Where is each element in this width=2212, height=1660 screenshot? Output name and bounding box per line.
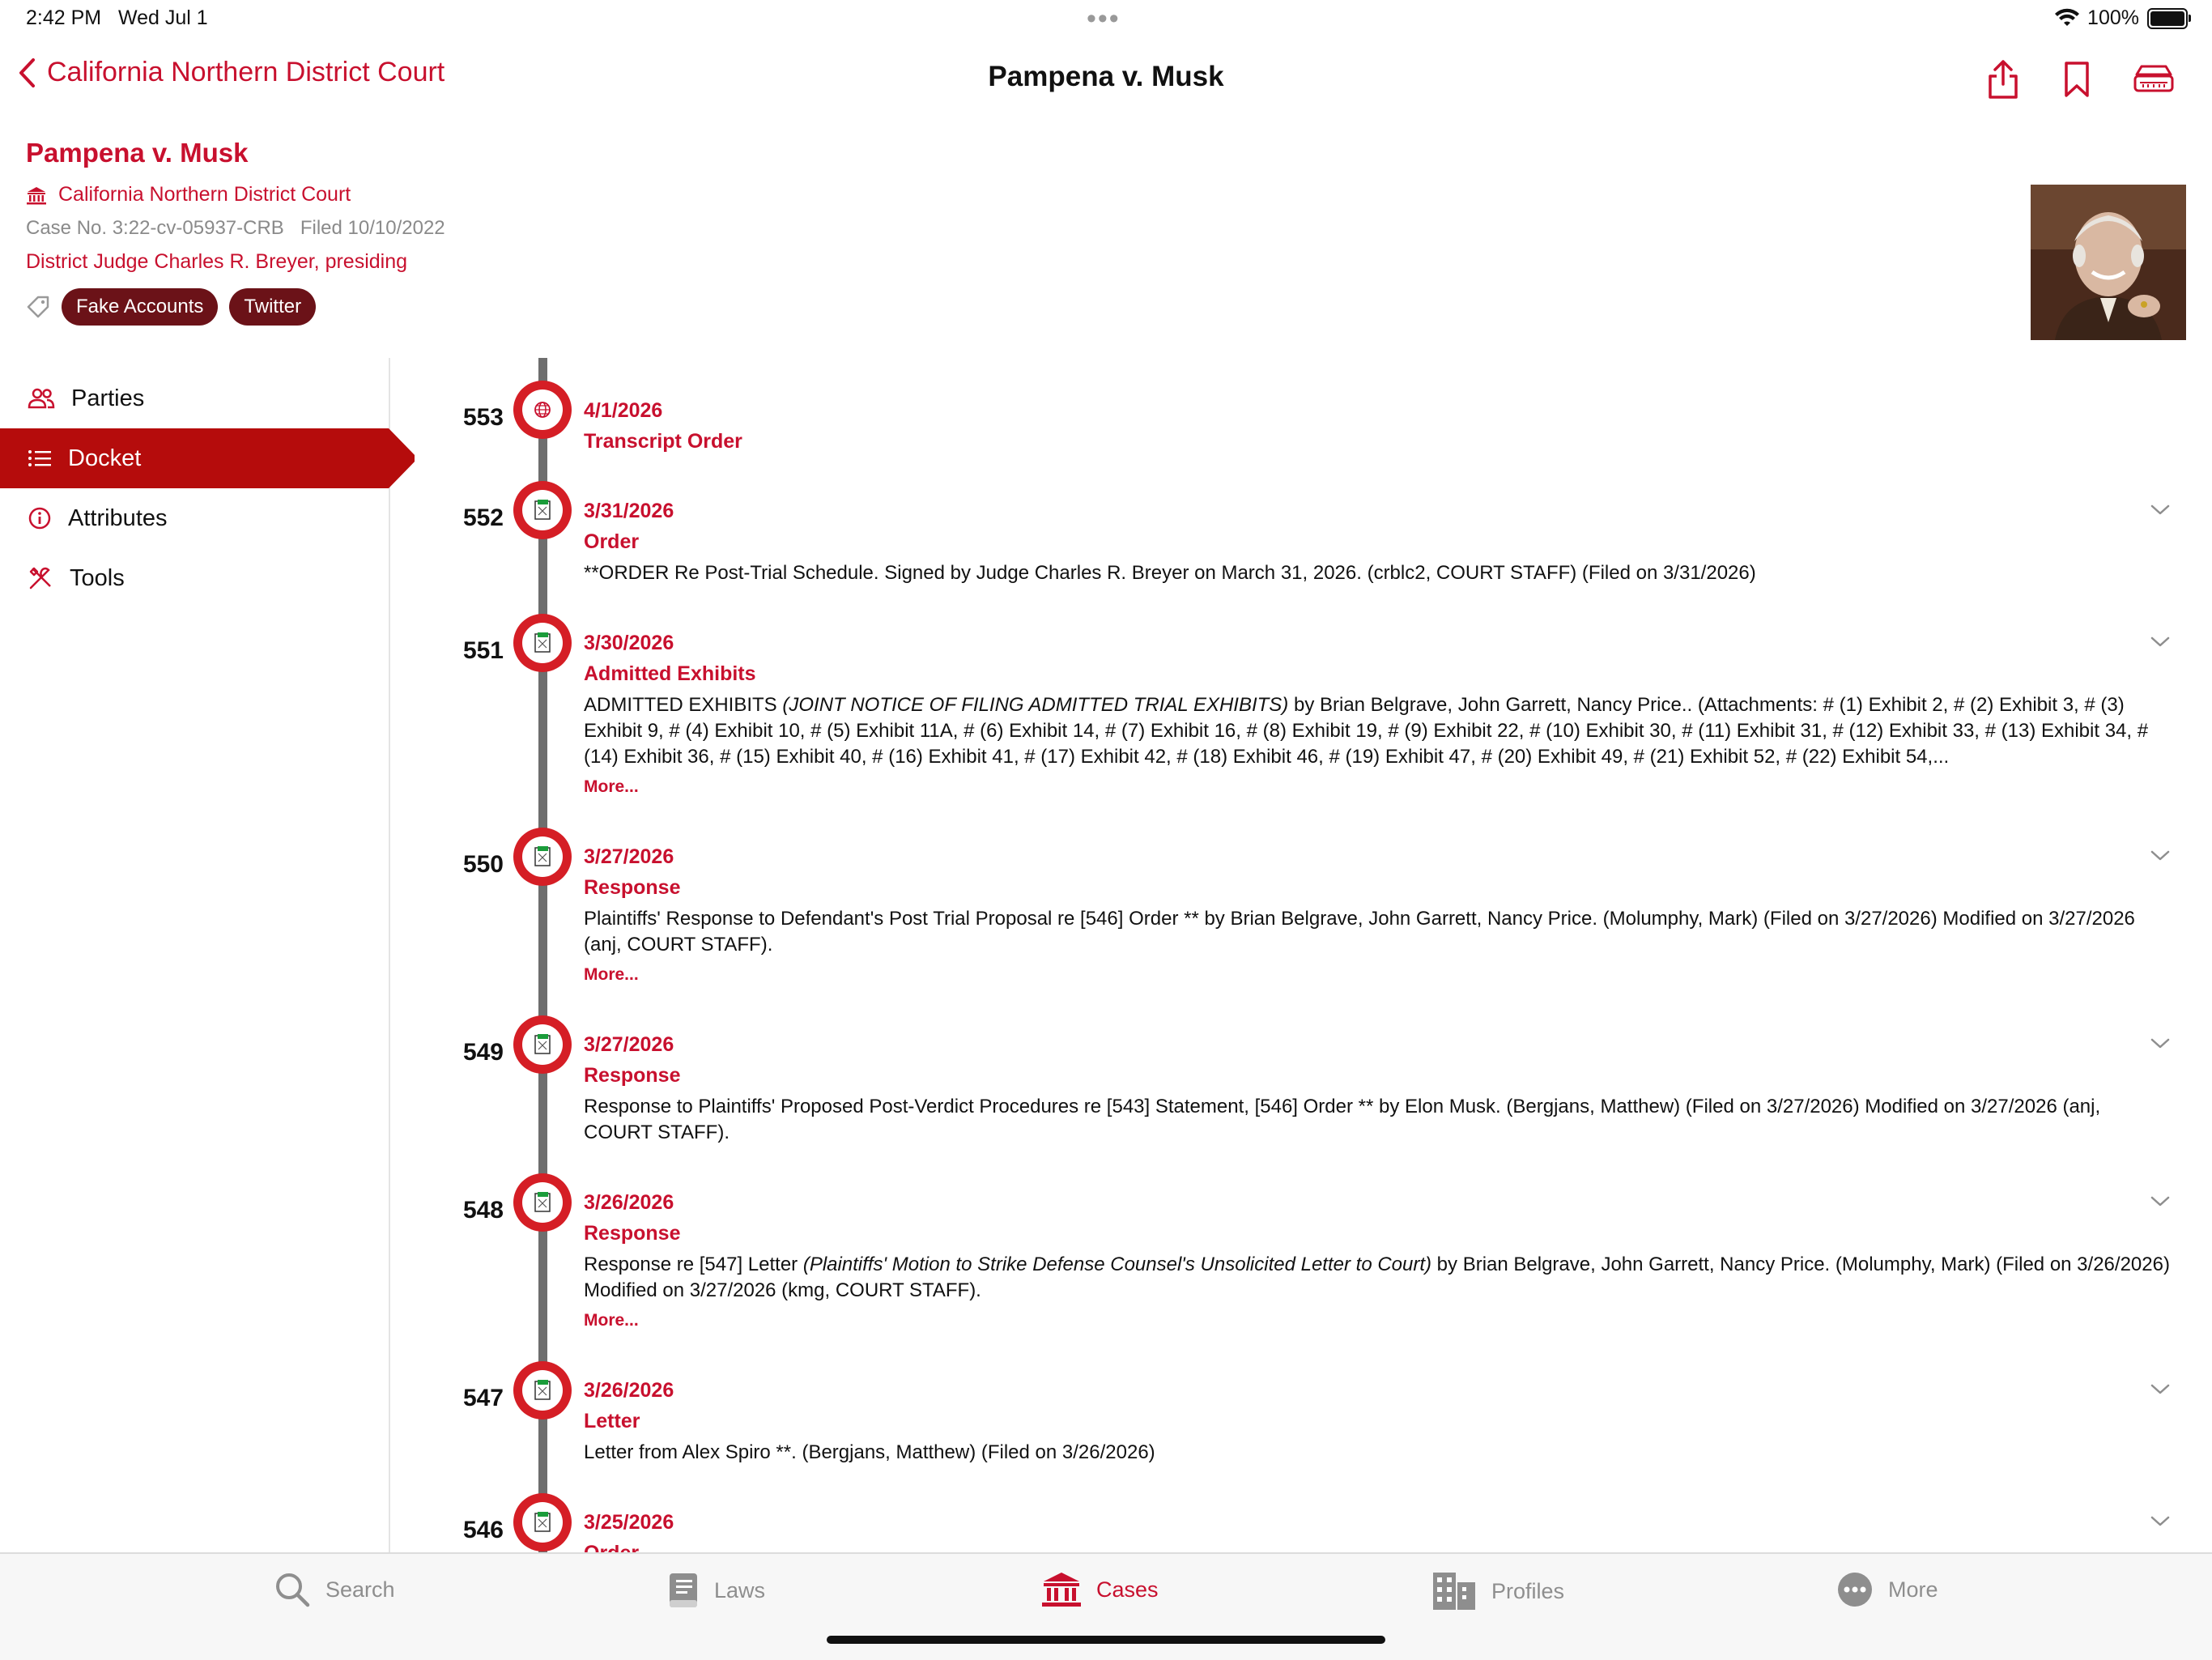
sidebar-item-tools[interactable] — [0, 548, 389, 608]
sidebar-label-tools: Tools — [70, 564, 125, 591]
entry-description: Response re [547] Letter (Plaintiffs' Motion to Strike Defense Counsel's Unsolicited Letter to Court) by Brian Belgrave, John Garrett, Nancy Price. (Molumphy, Mark) (Filed on 3/26/2026) Modified on 3/27/2026 (kmg, COURT STAFF). — [584, 1254, 2170, 1301]
entry-number: 550 — [462, 851, 504, 878]
entry-date: 3/27/2026 — [584, 1033, 674, 1056]
tab-label: Laws — [714, 1577, 766, 1603]
court-name: California Northern District Court — [58, 183, 351, 206]
entry-node — [513, 828, 572, 886]
tab-label: Profiles — [1491, 1578, 1565, 1603]
pdf-icon — [532, 1379, 553, 1402]
expand-button[interactable] — [2146, 496, 2175, 525]
entry-type: Order — [584, 530, 640, 553]
back-label: California Northern District Court — [47, 57, 445, 87]
entry-node — [513, 1015, 572, 1074]
filed-date: Filed 10/10/2022 — [300, 217, 445, 239]
sidebar-label-docket: Docket — [68, 445, 142, 471]
more-link[interactable]: More... — [584, 1311, 639, 1330]
tab-label: More — [1888, 1577, 1938, 1602]
entry-node — [513, 1493, 572, 1551]
entry-type: Response — [584, 1064, 681, 1087]
entry-type: Transcript Order — [584, 430, 742, 453]
expand-button[interactable] — [2146, 1375, 2175, 1404]
battery-icon — [2147, 8, 2188, 29]
entry-date: 3/27/2026 — [584, 845, 674, 868]
entry-number: 547 — [462, 1385, 504, 1411]
list-icon — [28, 449, 52, 468]
entry-date: 3/26/2026 — [584, 1191, 674, 1214]
entry-node — [513, 1361, 572, 1420]
entry-node — [513, 1173, 572, 1232]
pdf-icon — [532, 499, 553, 521]
chevron-down-icon — [2150, 1384, 2170, 1395]
info-icon — [28, 506, 52, 530]
chevron-down-icon — [2150, 850, 2170, 862]
tab-label: Cases — [1096, 1577, 1159, 1602]
chevron-down-icon — [2150, 1516, 2170, 1527]
courthouse-outline-icon — [2132, 63, 2176, 96]
multitasking-dots[interactable]: ••• — [1087, 3, 1121, 34]
building-icon — [1431, 1571, 1477, 1611]
search-icon — [274, 1571, 311, 1608]
chevron-down-icon — [2150, 636, 2170, 648]
sidebar-item-attributes[interactable] — [0, 488, 389, 548]
tools-icon — [28, 565, 53, 591]
sidebar-item-docket[interactable] — [0, 428, 389, 488]
tab-profiles[interactable] — [1431, 1571, 1564, 1611]
judge-link[interactable]: District Judge Charles R. Breyer, presiding — [26, 250, 408, 273]
share-button[interactable] — [1980, 57, 2026, 102]
battery-percent: 100% — [2087, 6, 2139, 29]
entry-type: Letter — [584, 1410, 640, 1432]
more-icon — [1836, 1571, 1874, 1608]
sidebar-item-parties[interactable] — [0, 368, 389, 428]
case-number: Case No. 3:22-cv-05937-CRB — [26, 217, 284, 239]
chevron-down-icon — [2150, 1038, 2170, 1049]
chevron-down-icon — [2150, 1196, 2170, 1207]
sidebar-divider — [389, 358, 390, 1552]
nav-title: Pampena v. Musk — [988, 61, 1224, 92]
tab-cases[interactable] — [1041, 1571, 1159, 1608]
entry-number: 549 — [462, 1039, 504, 1066]
tab-search[interactable] — [274, 1571, 395, 1608]
globe-icon — [533, 400, 552, 419]
entry-number: 551 — [462, 637, 504, 664]
tags-row — [26, 288, 316, 326]
expand-button[interactable] — [2146, 628, 2175, 657]
people-icon — [28, 387, 55, 410]
entry-date: 3/30/2026 — [584, 632, 674, 654]
entry-date: 3/26/2026 — [584, 1379, 674, 1402]
pdf-icon — [532, 845, 553, 868]
chevron-down-icon — [2150, 504, 2170, 516]
more-link[interactable]: More... — [584, 777, 639, 796]
entry-node — [513, 481, 572, 539]
more-link[interactable]: More... — [584, 965, 639, 984]
pdf-icon — [532, 1511, 553, 1534]
entry-number: 546 — [462, 1517, 504, 1543]
entry-type: Response — [584, 876, 681, 899]
expand-button[interactable] — [2146, 1507, 2175, 1536]
courthouse-icon — [1041, 1571, 1082, 1608]
pdf-icon — [532, 1033, 553, 1056]
tab-more[interactable] — [1836, 1571, 1938, 1608]
case-number-line — [26, 217, 445, 240]
entry-description: Letter from Alex Spiro **. (Bergjans, Matthew) (Filed on 3/26/2026) — [584, 1441, 1155, 1463]
wifi-icon — [2055, 10, 2079, 28]
status-time: 2:42 PM Wed Jul 1 — [26, 6, 208, 29]
sidebar-label-parties: Parties — [71, 385, 145, 411]
entry-date: 3/31/2026 — [584, 500, 674, 522]
tag-fake-accounts[interactable]: Fake Accounts — [62, 288, 218, 326]
home-indicator[interactable] — [827, 1636, 1385, 1644]
tab-label: Search — [325, 1577, 395, 1602]
tag-twitter[interactable]: Twitter — [229, 288, 316, 326]
expand-button[interactable] — [2146, 1029, 2175, 1058]
tag-icon — [26, 295, 50, 319]
case-title: Pampena v. Musk — [26, 138, 249, 168]
entry-number: 548 — [462, 1197, 504, 1224]
courthouse-icon — [26, 185, 47, 205]
entry-node — [513, 381, 572, 439]
bookmark-button[interactable] — [2054, 57, 2099, 102]
entry-number: 552 — [462, 504, 504, 531]
book-icon — [667, 1571, 700, 1610]
pdf-icon — [532, 1191, 553, 1214]
entry-date: 4/1/2026 — [584, 399, 663, 422]
entry-description: Plaintiffs' Response to Defendant's Post Trial Proposal re [546] Order ** by Brian Belgrave, John Garrett, Nancy Price. (Molumphy, Mark) (Filed on 3/27/2026) Modified on 3/27/2026 (anj, COURT STAFF). — [584, 908, 2135, 956]
entry-node — [513, 614, 572, 672]
courthouse-button[interactable] — [2131, 57, 2176, 102]
pdf-icon — [532, 632, 553, 654]
entry-date: 3/25/2026 — [584, 1511, 674, 1534]
entry-description: Response to Plaintiffs' Proposed Post-Verdict Procedures re [543] Statement, [546] Order ** by Elon Musk. (Bergjans, Matthew) (Filed on 3/27/2026) Modified on 3/27/2026 (anj, COURT STAFF). — [584, 1096, 2101, 1143]
court-link[interactable] — [26, 183, 351, 206]
entry-description: **ORDER Re Post-Trial Schedule. Signed by Judge Charles R. Breyer on March 31, 2026. (crblc2, COURT STAFF) (Filed on 3/31/2026) — [584, 562, 1756, 584]
tab-laws[interactable] — [667, 1571, 765, 1610]
entry-type: Admitted Exhibits — [584, 662, 756, 685]
expand-button[interactable] — [2146, 1187, 2175, 1216]
chevron-left-icon — [18, 57, 36, 88]
expand-button[interactable] — [2146, 841, 2175, 870]
back-button[interactable] — [18, 57, 445, 88]
docket-list[interactable] — [415, 358, 2186, 1552]
entry-number: 553 — [462, 404, 504, 431]
status-right — [2055, 6, 2188, 30]
share-icon — [1985, 58, 2021, 100]
judge-avatar[interactable] — [2031, 185, 2186, 340]
entry-type: Response — [584, 1222, 681, 1245]
bookmark-icon — [2063, 60, 2091, 99]
sidebar-label-attributes: Attributes — [68, 504, 168, 531]
entry-description: ADMITTED EXHIBITS (JOINT NOTICE OF FILING ADMITTED TRIAL EXHIBITS) by Brian Belgrave, John Garrett, Nancy Price.. (Attachments: # (1) Exhibit 2, # (2) Exhibit 3, # (3) Exhibit 9, # (4) Exhibit 10, # (5) Exhibit 11A, # (6) Exhibit 14, # (7) Exhibit 16, # (8) Exhibit 19, # (9) Exhibit 22, # (10) Exhibit 30, # (11) Exhibit 31, # (12) Exhibit 33, # (13) Exhibit 34, # (14) Exhibit 36, # (15) Exhibit 40, # (16) Exhibit 41, # (17) Exhibit 42, # (18) Exhibit 46, # (19) Exhibit 47, # (20) Exhibit 49, # (21) Exhibit 52, # (22) Exhibit 54,... — [584, 694, 2149, 768]
